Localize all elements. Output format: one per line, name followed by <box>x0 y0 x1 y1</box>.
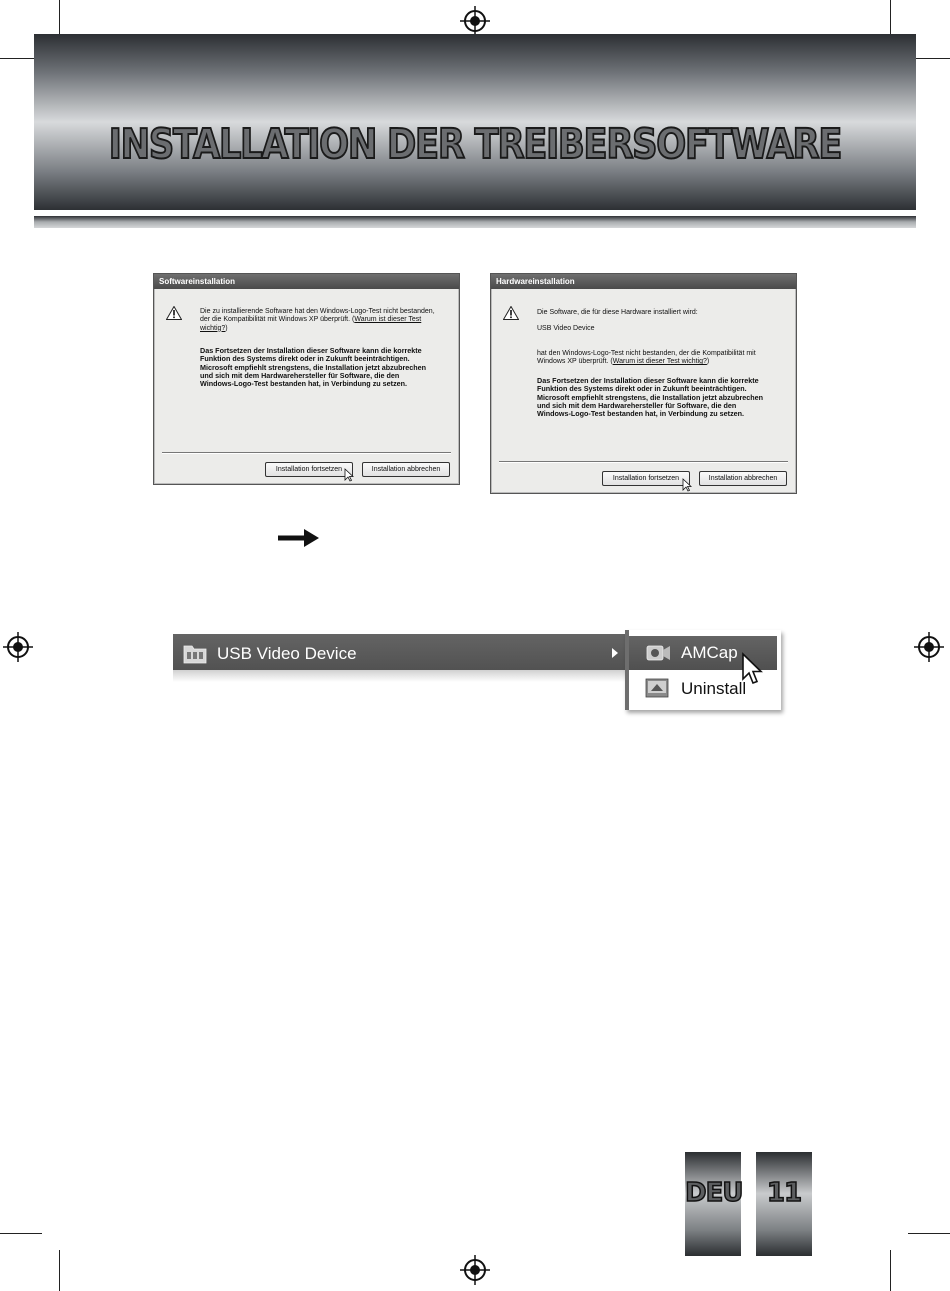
uninstall-icon <box>645 677 671 701</box>
warning-line: Microsoft empfiehlt strengstens, die Installation jetzt abzubrechen <box>200 362 427 372</box>
continue-installation-button[interactable]: Installation fortsetzen <box>602 471 690 486</box>
dialog-title: Softwareinstallation <box>154 274 459 289</box>
warning-line: Funktion des Systems direkt oder in Zukunft beeinträchtigen. <box>537 384 747 394</box>
warning-line: und sich mit dem Hardwarehersteller für Software, die den <box>537 400 737 410</box>
page-number-tab <box>756 1152 812 1256</box>
registration-mark-icon <box>914 632 944 662</box>
registration-mark-icon <box>460 1255 490 1285</box>
why-test-important-link[interactable]: Warum ist dieser Test wichtig? <box>200 316 422 332</box>
warning-line: und sich mit dem Hardwarehersteller für Software, die den <box>200 370 400 380</box>
registration-mark-icon <box>3 632 33 662</box>
camera-icon <box>645 642 671 664</box>
warning-line: Das Fortsetzen der Installation dieser Software kann die korrekte <box>200 346 422 355</box>
device-name: USB Video Device <box>537 325 595 332</box>
dialog-warning-text <box>537 377 789 418</box>
message-text: Windows XP überprüft. <box>537 358 609 366</box>
crop-mark <box>908 1233 950 1234</box>
start-menu-folder-item[interactable] <box>173 634 625 670</box>
header-rule <box>34 216 916 228</box>
hardware-installation-dialog <box>490 273 797 494</box>
cancel-installation-button[interactable]: Installation abbrechen <box>699 471 787 486</box>
submenu-arrow-icon <box>611 648 619 658</box>
crop-mark <box>59 1250 60 1291</box>
crop-mark <box>890 1250 891 1291</box>
program-folder-icon <box>183 642 207 664</box>
warning-icon <box>503 306 519 320</box>
mouse-pointer-icon <box>682 478 692 492</box>
mouse-pointer-icon <box>741 652 763 686</box>
mouse-pointer-icon <box>344 468 354 482</box>
software-installation-dialog <box>153 273 460 485</box>
dialog-message <box>537 350 789 367</box>
page-title: INSTALLATION DER TREIBERSOFTWARE <box>108 120 842 168</box>
language-code: DEU <box>685 1178 743 1208</box>
arrow-right-icon <box>278 528 320 548</box>
cancel-installation-button[interactable]: Installation abbrechen <box>362 462 450 477</box>
header-banner <box>34 34 916 210</box>
registration-mark-icon <box>460 6 490 36</box>
folder-label: USB Video Device <box>217 644 357 663</box>
submenu-item-label: Uninstall <box>681 679 747 698</box>
warning-line: Das Fortsetzen der Installation dieser Software kann die korrekte <box>537 376 759 385</box>
continue-installation-button[interactable]: Installation fortsetzen <box>265 462 353 477</box>
language-tab <box>685 1152 741 1256</box>
dialog-message <box>200 308 450 333</box>
warning-line: Windows-Logo-Test bestanden hat, in Verbindung zu setzen. <box>537 409 745 419</box>
warning-line: Funktion des Systems direkt oder in Zukunft beeinträchtigen. <box>200 354 410 364</box>
warning-line: Windows-Logo-Test bestanden hat, in Verbindung zu setzen. <box>200 379 408 389</box>
message-line: hat den Windows-Logo-Test nicht bestanden, der die Kompatibilität mit <box>537 350 756 357</box>
message-text: der die Kompatibilität mit Windows XP überprüft. <box>200 316 351 324</box>
page-number: 11 <box>766 1178 802 1208</box>
crop-mark <box>0 1233 42 1234</box>
submenu-item-label: AMCap <box>681 643 738 662</box>
message-line: Die Software, die für diese Hardware installiert wird: <box>537 309 698 316</box>
dialog-separator <box>162 452 451 454</box>
dialog-title: Hardwareinstallation <box>491 274 796 289</box>
warning-icon <box>166 306 182 320</box>
why-test-important-link[interactable]: Warum ist dieser Test wichtig? <box>612 358 707 366</box>
dialog-warning-text <box>200 347 450 388</box>
message-line: Die zu installierende Software hat den Windows-Logo-Test nicht bestanden, <box>200 308 435 315</box>
dialog-separator <box>499 461 788 463</box>
warning-line: Microsoft empfiehlt strengstens, die Installation jetzt abzubrechen <box>537 392 764 402</box>
message-line: Windows XP überprüft. (Warum ist dieser Test wichtig?) <box>537 358 710 366</box>
message-line: der die Kompatibilität mit Windows XP überprüft. (Warum ist dieser Test wichtig?) <box>200 316 422 332</box>
dialog-message <box>537 309 789 317</box>
